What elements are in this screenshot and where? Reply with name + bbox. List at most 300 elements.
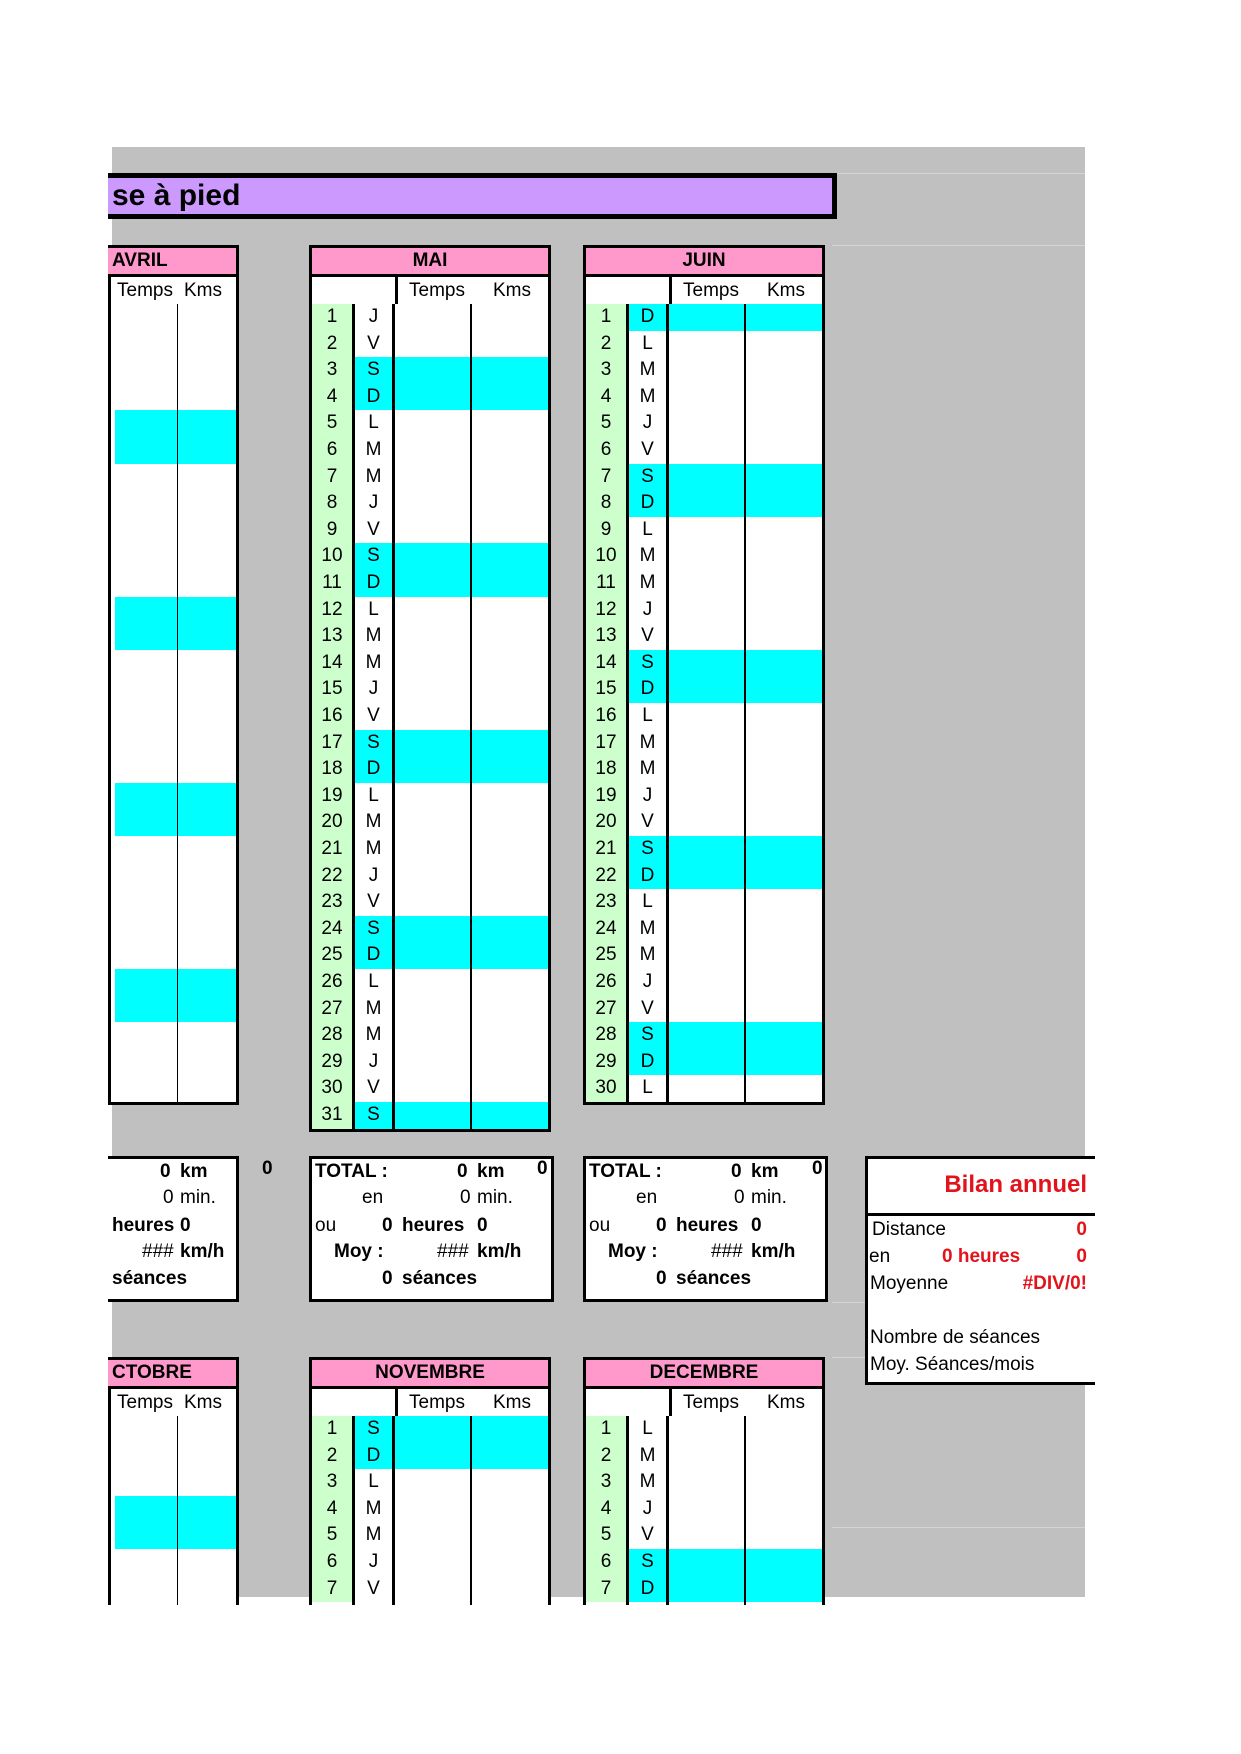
day-letter: D — [629, 1576, 666, 1603]
day-row — [111, 1522, 236, 1549]
temps-cell[interactable] — [395, 889, 470, 916]
kms-cell[interactable] — [472, 623, 548, 650]
temps-cell[interactable] — [115, 783, 177, 810]
day-rows — [583, 1416, 825, 1605]
kms-cell[interactable] — [746, 942, 822, 969]
kms-cell[interactable] — [746, 836, 822, 863]
kms-cell[interactable] — [472, 1102, 548, 1129]
juin-min-value: 0 — [734, 1187, 745, 1208]
temps-cell[interactable] — [395, 1022, 470, 1049]
temps-cell[interactable] — [395, 783, 470, 810]
day-row — [586, 331, 822, 358]
kms-cell[interactable] — [472, 384, 548, 411]
kms-cell[interactable] — [472, 464, 548, 491]
kms-cell[interactable] — [746, 1522, 822, 1549]
day-number: 21 — [586, 836, 626, 863]
kms-cell[interactable] — [178, 490, 236, 517]
temps-cell[interactable] — [115, 969, 177, 996]
temps-cell[interactable] — [115, 650, 177, 677]
bilan-minutes-value: 0 — [1076, 1246, 1087, 1267]
kms-cell[interactable] — [746, 650, 822, 677]
kms-cell[interactable] — [178, 650, 236, 677]
temps-cell[interactable] — [669, 1416, 744, 1443]
temps-cell[interactable] — [115, 543, 177, 570]
temps-cell[interactable] — [115, 304, 177, 331]
temps-cell[interactable] — [395, 1496, 470, 1523]
temps-cell[interactable] — [115, 676, 177, 703]
kms-cell[interactable] — [746, 783, 822, 810]
temps-cell[interactable] — [395, 1416, 470, 1443]
day-number: 14 — [586, 650, 626, 677]
kms-cell[interactable] — [746, 623, 822, 650]
kms-cell[interactable] — [178, 543, 236, 570]
temps-cell[interactable] — [395, 1075, 470, 1102]
temps-cell[interactable] — [669, 384, 744, 411]
day-row — [312, 730, 548, 757]
temps-cell[interactable] — [669, 836, 744, 863]
temps-cell[interactable] — [669, 996, 744, 1023]
kms-cell[interactable] — [178, 304, 236, 331]
temps-cell[interactable] — [669, 730, 744, 757]
kms-cell[interactable] — [178, 969, 236, 996]
kms-cell[interactable] — [746, 1469, 822, 1496]
temps-cell[interactable] — [115, 863, 177, 890]
kms-cell[interactable] — [472, 1022, 548, 1049]
kms-cell[interactable] — [472, 703, 548, 730]
kms-cell[interactable] — [178, 1443, 236, 1470]
kms-cell[interactable] — [178, 384, 236, 411]
temps-cell[interactable] — [115, 597, 177, 624]
kms-cell[interactable] — [746, 464, 822, 491]
temps-cell[interactable] — [115, 570, 177, 597]
kms-cell[interactable] — [746, 1075, 822, 1102]
temps-cell[interactable] — [669, 1496, 744, 1523]
temps-cell[interactable] — [669, 1549, 744, 1576]
kms-cell[interactable] — [746, 703, 822, 730]
temps-cell[interactable] — [395, 730, 470, 757]
kms-cell[interactable] — [746, 597, 822, 624]
day-letter: M — [365, 1024, 382, 1046]
temps-cell[interactable] — [115, 1549, 177, 1576]
day-letter: V — [367, 518, 380, 540]
temps-cell[interactable] — [395, 809, 470, 836]
kms-cell[interactable] — [746, 1576, 822, 1603]
column-header-row — [583, 1389, 825, 1419]
day-letter: S — [629, 836, 666, 863]
temps-cell[interactable] — [115, 756, 177, 783]
temps-cell[interactable] — [669, 676, 744, 703]
day-number: 22 — [586, 863, 626, 890]
temps-cell[interactable] — [395, 703, 470, 730]
temps-cell[interactable] — [395, 543, 470, 570]
day-row — [586, 517, 822, 544]
kms-cell[interactable] — [178, 1549, 236, 1576]
temps-cell[interactable] — [669, 889, 744, 916]
temps-cell[interactable] — [395, 384, 470, 411]
day-row — [312, 1576, 548, 1603]
kms-cell[interactable] — [472, 597, 548, 624]
day-number: 30 — [586, 1075, 626, 1102]
column-header-kms: Kms — [184, 280, 222, 301]
kms-cell[interactable] — [472, 543, 548, 570]
day-row — [586, 304, 822, 331]
day-row — [586, 1022, 822, 1049]
day-number: 19 — [312, 783, 352, 810]
temps-cell[interactable] — [115, 1416, 177, 1443]
temps-cell[interactable] — [115, 703, 177, 730]
temps-cell[interactable] — [669, 783, 744, 810]
temps-cell[interactable] — [669, 304, 744, 331]
kms-cell[interactable] — [472, 490, 548, 517]
temps-cell[interactable] — [395, 916, 470, 943]
day-number: 26 — [312, 969, 352, 996]
mai-ou-label: ou — [315, 1215, 337, 1236]
day-row — [586, 570, 822, 597]
temps-cell[interactable] — [669, 703, 744, 730]
kms-cell[interactable] — [178, 357, 236, 384]
kms-cell[interactable] — [746, 437, 822, 464]
temps-cell[interactable] — [669, 437, 744, 464]
kms-cell[interactable] — [178, 1576, 236, 1603]
temps-cell[interactable] — [669, 410, 744, 437]
kms-cell[interactable] — [178, 730, 236, 757]
kms-cell[interactable] — [178, 863, 236, 890]
kms-cell[interactable] — [178, 889, 236, 916]
temps-cell[interactable] — [115, 916, 177, 943]
kms-cell[interactable] — [746, 916, 822, 943]
temps-cell[interactable] — [669, 1022, 744, 1049]
kms-cell[interactable] — [472, 863, 548, 890]
kms-cell[interactable] — [746, 1496, 822, 1523]
sheet-gridline — [832, 245, 1085, 246]
column-header-temps: Temps — [683, 1392, 739, 1413]
day-row — [312, 384, 548, 411]
kms-cell[interactable] — [472, 676, 548, 703]
kms-cell[interactable] — [178, 676, 236, 703]
kms-cell[interactable] — [746, 1443, 822, 1470]
day-row — [312, 1102, 548, 1129]
kms-cell[interactable] — [178, 703, 236, 730]
temps-cell[interactable] — [395, 1443, 470, 1470]
kms-cell[interactable] — [178, 1522, 236, 1549]
day-letter: M — [365, 625, 382, 647]
kms-cell[interactable] — [472, 437, 548, 464]
kms-cell[interactable] — [472, 889, 548, 916]
kms-cell[interactable] — [178, 783, 236, 810]
temps-cell[interactable] — [669, 1469, 744, 1496]
kms-cell[interactable] — [178, 916, 236, 943]
temps-cell[interactable] — [115, 730, 177, 757]
kms-cell[interactable] — [178, 437, 236, 464]
kms-cell[interactable] — [746, 331, 822, 358]
kms-cell[interactable] — [472, 1576, 548, 1603]
temps-cell[interactable] — [669, 1075, 744, 1102]
day-row — [312, 650, 548, 677]
kms-cell[interactable] — [746, 863, 822, 890]
kms-cell[interactable] — [746, 730, 822, 757]
column-header-kms: Kms — [493, 280, 531, 301]
temps-cell[interactable] — [669, 543, 744, 570]
temps-cell[interactable] — [395, 996, 470, 1023]
day-row — [586, 464, 822, 491]
kms-cell[interactable] — [746, 1549, 822, 1576]
temps-cell[interactable] — [115, 464, 177, 491]
temps-cell[interactable] — [669, 1049, 744, 1076]
kms-cell[interactable] — [472, 730, 548, 757]
kms-cell[interactable] — [178, 410, 236, 437]
kms-cell[interactable] — [472, 916, 548, 943]
column-header-row — [583, 277, 825, 307]
kms-cell[interactable] — [178, 517, 236, 544]
kms-cell[interactable] — [178, 1469, 236, 1496]
kms-cell[interactable] — [472, 1075, 548, 1102]
temps-cell[interactable] — [115, 357, 177, 384]
temps-cell[interactable] — [115, 1443, 177, 1470]
temps-cell[interactable] — [669, 1443, 744, 1470]
kms-cell[interactable] — [746, 357, 822, 384]
temps-cell[interactable] — [669, 597, 744, 624]
temps-cell[interactable] — [395, 650, 470, 677]
temps-cell[interactable] — [669, 357, 744, 384]
temps-cell[interactable] — [669, 570, 744, 597]
temps-cell[interactable] — [115, 1576, 177, 1603]
kms-cell[interactable] — [746, 1022, 822, 1049]
temps-cell[interactable] — [395, 570, 470, 597]
day-row — [312, 490, 548, 517]
temps-cell[interactable] — [115, 517, 177, 544]
avril-seances-label: séances — [112, 1268, 188, 1289]
temps-cell[interactable] — [669, 969, 744, 996]
day-row — [111, 1416, 236, 1443]
kms-cell[interactable] — [178, 809, 236, 836]
column-divider — [392, 304, 395, 1129]
temps-cell[interactable] — [395, 1049, 470, 1076]
kms-cell[interactable] — [178, 570, 236, 597]
month-header: NOVEMBRE — [309, 1357, 551, 1389]
day-row — [111, 809, 236, 836]
kms-cell[interactable] — [746, 809, 822, 836]
day-number: 3 — [586, 1469, 626, 1496]
temps-cell[interactable] — [395, 490, 470, 517]
kms-cell[interactable] — [472, 1049, 548, 1076]
temps-cell[interactable] — [115, 1049, 177, 1076]
kms-cell[interactable] — [472, 410, 548, 437]
temps-cell[interactable] — [115, 1022, 177, 1049]
day-number: 8 — [312, 490, 352, 517]
kms-cell[interactable] — [746, 1416, 822, 1443]
kms-cell[interactable] — [178, 464, 236, 491]
kms-cell[interactable] — [746, 996, 822, 1023]
temps-cell[interactable] — [395, 1522, 470, 1549]
temps-cell[interactable] — [115, 623, 177, 650]
kms-cell[interactable] — [472, 1416, 548, 1443]
kms-cell[interactable] — [746, 756, 822, 783]
kms-cell[interactable] — [746, 676, 822, 703]
temps-cell[interactable] — [669, 756, 744, 783]
juin-seances-value: 0 — [656, 1268, 667, 1289]
temps-cell[interactable] — [115, 1522, 177, 1549]
kms-cell[interactable] — [178, 996, 236, 1023]
day-number: 12 — [586, 597, 626, 624]
temps-cell[interactable] — [395, 863, 470, 890]
temps-cell[interactable] — [115, 996, 177, 1023]
temps-cell[interactable] — [395, 597, 470, 624]
kms-cell[interactable] — [472, 996, 548, 1023]
temps-cell[interactable] — [395, 464, 470, 491]
temps-cell[interactable] — [669, 650, 744, 677]
month-header: CTOBRE — [108, 1357, 239, 1389]
temps-cell[interactable] — [395, 756, 470, 783]
kms-cell[interactable] — [472, 357, 548, 384]
temps-cell[interactable] — [669, 916, 744, 943]
column-header-temps: Temps — [409, 280, 465, 301]
temps-cell[interactable] — [669, 1522, 744, 1549]
kms-cell[interactable] — [178, 836, 236, 863]
temps-cell[interactable] — [669, 863, 744, 890]
kms-cell[interactable] — [178, 1496, 236, 1523]
kms-cell[interactable] — [472, 783, 548, 810]
avril-speed-unit: km/h — [180, 1241, 225, 1262]
temps-cell[interactable] — [115, 1075, 177, 1102]
kms-cell[interactable] — [746, 570, 822, 597]
kms-cell[interactable] — [472, 1522, 548, 1549]
kms-cell[interactable] — [178, 942, 236, 969]
temps-cell[interactable] — [669, 331, 744, 358]
kms-cell[interactable] — [746, 410, 822, 437]
kms-cell[interactable] — [472, 570, 548, 597]
day-letter: L — [368, 412, 379, 434]
temps-cell[interactable] — [115, 331, 177, 358]
kms-cell[interactable] — [178, 623, 236, 650]
temps-cell[interactable] — [669, 623, 744, 650]
temps-cell[interactable] — [669, 517, 744, 544]
kms-cell[interactable] — [472, 650, 548, 677]
temps-cell[interactable] — [115, 490, 177, 517]
temps-cell[interactable] — [115, 410, 177, 437]
day-letter: J — [368, 864, 379, 886]
day-number: 4 — [586, 384, 626, 411]
day-row — [312, 437, 548, 464]
day-number: 21 — [312, 836, 352, 863]
kms-cell[interactable] — [746, 969, 822, 996]
temps-cell[interactable] — [395, 676, 470, 703]
day-letter: M — [365, 997, 382, 1019]
temps-cell[interactable] — [669, 1576, 744, 1603]
temps-cell[interactable] — [395, 1469, 470, 1496]
temps-cell[interactable] — [115, 1496, 177, 1523]
mai-heures-extra: 0 — [477, 1215, 488, 1236]
kms-cell[interactable] — [746, 1049, 822, 1076]
temps-cell[interactable] — [395, 969, 470, 996]
kms-cell[interactable] — [178, 756, 236, 783]
kms-cell[interactable] — [746, 889, 822, 916]
kms-cell[interactable] — [472, 756, 548, 783]
day-row — [312, 1522, 548, 1549]
kms-cell[interactable] — [472, 969, 548, 996]
kms-cell[interactable] — [472, 942, 548, 969]
day-number: 5 — [586, 410, 626, 437]
kms-cell[interactable] — [178, 1416, 236, 1443]
temps-cell[interactable] — [115, 437, 177, 464]
temps-cell[interactable] — [115, 889, 177, 916]
kms-cell[interactable] — [178, 1049, 236, 1076]
kms-cell[interactable] — [472, 1469, 548, 1496]
kms-cell[interactable] — [746, 304, 822, 331]
temps-cell[interactable] — [115, 384, 177, 411]
kms-cell[interactable] — [472, 1496, 548, 1523]
temps-cell[interactable] — [395, 357, 470, 384]
month-header: MAI — [309, 245, 551, 277]
temps-cell[interactable] — [115, 809, 177, 836]
temps-cell[interactable] — [115, 1469, 177, 1496]
day-number: 31 — [312, 1102, 352, 1129]
temps-cell[interactable] — [395, 437, 470, 464]
temps-cell[interactable] — [669, 464, 744, 491]
day-rows — [108, 304, 239, 1105]
temps-cell[interactable] — [395, 1576, 470, 1603]
kms-cell[interactable] — [472, 1443, 548, 1470]
temps-cell[interactable] — [669, 942, 744, 969]
kms-cell[interactable] — [178, 597, 236, 624]
temps-cell[interactable] — [395, 1102, 470, 1129]
day-number: 4 — [312, 384, 352, 411]
kms-cell[interactable] — [472, 809, 548, 836]
day-row — [111, 942, 236, 969]
kms-cell[interactable] — [746, 490, 822, 517]
day-row — [586, 676, 822, 703]
kms-cell[interactable] — [472, 836, 548, 863]
day-row — [111, 384, 236, 411]
kms-cell[interactable] — [178, 331, 236, 358]
temps-cell[interactable] — [115, 836, 177, 863]
column-header-temps: Temps — [409, 1392, 465, 1413]
column-header-row — [108, 277, 239, 307]
day-row — [312, 597, 548, 624]
temps-cell[interactable] — [115, 942, 177, 969]
temps-cell[interactable] — [395, 1549, 470, 1576]
day-letter: S — [629, 1022, 666, 1049]
kms-cell[interactable] — [472, 517, 548, 544]
temps-cell[interactable] — [669, 490, 744, 517]
temps-cell[interactable] — [395, 517, 470, 544]
kms-cell[interactable] — [746, 517, 822, 544]
kms-cell[interactable] — [472, 304, 548, 331]
totals-mai — [309, 1156, 554, 1302]
kms-cell[interactable] — [178, 1075, 236, 1102]
kms-cell[interactable] — [746, 543, 822, 570]
day-row — [586, 730, 822, 757]
month-header: JUIN — [583, 245, 825, 277]
kms-cell[interactable] — [472, 331, 548, 358]
temps-cell[interactable] — [669, 809, 744, 836]
kms-cell[interactable] — [746, 384, 822, 411]
day-letter: V — [641, 439, 654, 460]
temps-cell[interactable] — [395, 623, 470, 650]
temps-cell[interactable] — [395, 942, 470, 969]
temps-cell[interactable] — [395, 410, 470, 437]
day-number: 5 — [312, 410, 352, 437]
temps-cell[interactable] — [395, 836, 470, 863]
day-number: 9 — [312, 517, 352, 544]
temps-cell[interactable] — [395, 331, 470, 358]
day-number: 13 — [586, 623, 626, 650]
day-row — [586, 1416, 822, 1443]
temps-cell[interactable] — [395, 304, 470, 331]
day-number: 4 — [312, 1496, 352, 1523]
day-row — [111, 357, 236, 384]
kms-cell[interactable] — [178, 1022, 236, 1049]
kms-cell[interactable] — [472, 1549, 548, 1576]
